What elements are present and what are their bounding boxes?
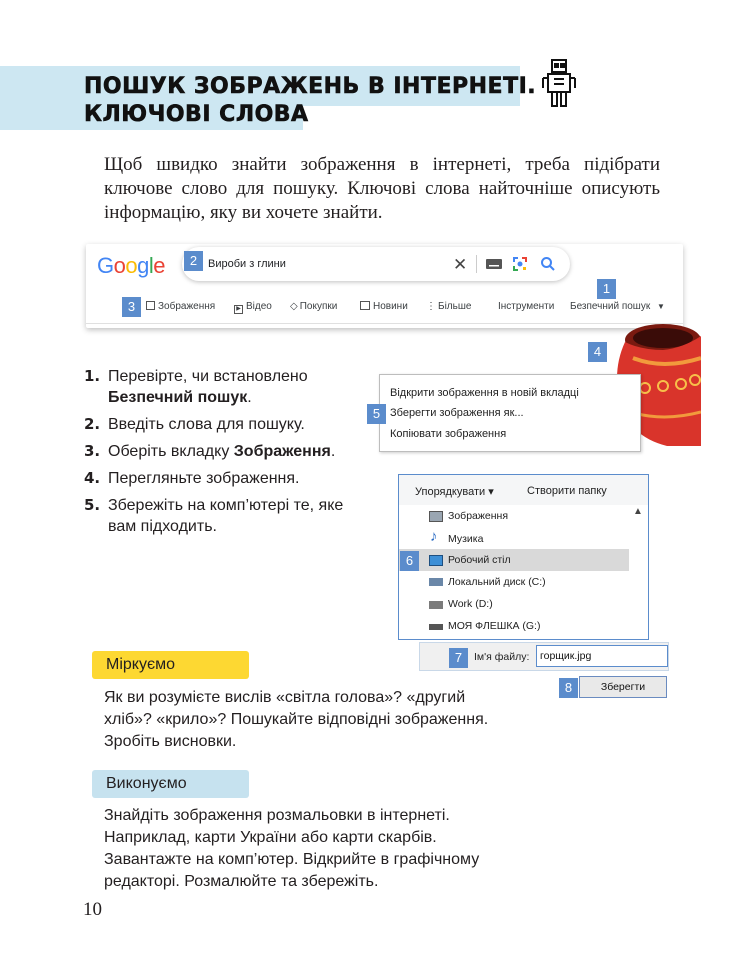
tools-button[interactable]: Інструменти [498, 301, 555, 312]
step-number: 2. [84, 415, 101, 433]
google-logo-letter: l [148, 253, 154, 278]
marker-7: 7 [449, 648, 468, 668]
drive-icon [429, 601, 443, 609]
page-title-line-1: ПОШУК ЗОБРАЖЕНЬ В ІНТЕРНЕТІ. [84, 74, 537, 99]
marker-4: 4 [588, 342, 607, 362]
more-icon: ⋮ [426, 301, 436, 312]
menu-item-save-as[interactable]: Зберегти зображення як... [390, 407, 524, 419]
do-line: Завантажте на комп’ютер. Відкрийте в графічному [104, 851, 480, 868]
step-text: Введіть слова для пошуку. [108, 416, 305, 433]
tab-images[interactable] [146, 301, 215, 312]
think-text [104, 687, 488, 753]
step-text: Оберіть вкладку [108, 443, 234, 460]
list-item [84, 414, 356, 435]
list-item [84, 468, 356, 489]
usb-drive-icon [429, 624, 443, 630]
google-logo-letter: o [113, 253, 126, 278]
step-number: 3. [84, 442, 101, 460]
do-line: Знайдіть зображення розмальовки в інтернеті. [104, 807, 450, 824]
list-item [84, 441, 356, 462]
google-logo-letter: o [125, 253, 138, 278]
menu-item-open-new-tab[interactable]: Відкрити зображення в новій вкладці [390, 387, 579, 399]
marker-2: 2 [184, 251, 203, 271]
step-text: Перегляньте зображення. [108, 470, 300, 487]
tab-shopping-label: Покупки [299, 301, 338, 312]
close-icon[interactable]: ✕ [453, 255, 468, 274]
save-button[interactable]: Зберегти [579, 676, 667, 698]
section-label-think: Міркуємо [92, 651, 249, 679]
search-input[interactable]: Вироби з глини [208, 258, 286, 270]
step-number: 1. [84, 367, 101, 385]
think-line: хліб»? «крило»? Пошукайте відповідні зображення. [104, 711, 489, 728]
camera-lens-icon[interactable] [512, 256, 528, 272]
folder-item-desktop[interactable]: Робочий стіл [448, 554, 511, 566]
disk-icon [429, 578, 443, 586]
tab-images-label: Зображення [158, 301, 216, 312]
list-item [84, 495, 356, 537]
step-text: Перевірте, чи встановлено [108, 368, 308, 385]
menu-item-copy[interactable]: Копіювати зображення [390, 428, 507, 440]
step-text: Збережіть на комп’ютері те, яке вам підходить. [108, 497, 344, 535]
news-icon [360, 301, 370, 310]
page-number: 10 [83, 899, 102, 920]
step-tail: . [247, 389, 252, 406]
tab-shopping[interactable] [290, 301, 337, 312]
google-logo-letter: G [97, 253, 114, 278]
filename-input[interactable]: горщик.jpg [536, 645, 668, 667]
new-folder-button[interactable]: Створити папку [527, 485, 607, 497]
folder-item-pictures[interactable]: Зображення [448, 510, 509, 522]
safesearch-button[interactable] [570, 301, 665, 312]
tab-news-label: Новини [373, 301, 408, 312]
step-bold: Безпечний пошук [108, 389, 248, 406]
tab-more-label: Більше [438, 301, 472, 312]
marker-8: 8 [559, 678, 578, 698]
step-number: 5. [84, 496, 101, 514]
do-text [104, 805, 479, 893]
pictures-folder-icon [429, 511, 443, 522]
scrollbar[interactable] [629, 506, 648, 639]
tag-icon: ◇ [290, 301, 298, 312]
do-line: редакторі. Розмалюйте та збережіть. [104, 873, 379, 890]
steps-list [84, 366, 356, 543]
image-icon [146, 301, 155, 310]
google-logo [97, 253, 165, 279]
chevron-down-icon: ▼ [656, 302, 665, 311]
think-line: Зробіть висновки. [104, 733, 237, 750]
marker-1: 1 [597, 279, 616, 299]
step-number: 4. [84, 469, 101, 487]
safesearch-label: Безпечний пошук [570, 301, 651, 312]
play-icon: ▶ [234, 305, 243, 314]
keyboard-icon[interactable] [486, 258, 502, 270]
section-label-do: Виконуємо [92, 770, 249, 798]
tab-video-label: Відео [246, 301, 272, 312]
search-icon[interactable] [540, 256, 556, 272]
marker-6: 6 [400, 551, 419, 571]
google-logo-letter: g [137, 253, 149, 278]
folder-item-work-d[interactable]: Work (D:) [448, 598, 493, 610]
filename-label: Ім'я файлу: [474, 651, 530, 663]
robot-icon [542, 58, 576, 110]
think-line: Як ви розумієте вислів «світла голова»? «другий [104, 689, 466, 706]
folder-item-music[interactable]: Музика [448, 533, 484, 545]
marker-3: 3 [122, 297, 141, 317]
page-title-line-2: КЛЮЧОВІ СЛОВА [84, 102, 309, 127]
google-logo-letter: e [153, 253, 166, 278]
do-line: Наприклад, карти України або карти скарбів. [104, 829, 437, 846]
step-bold: Зображення [233, 443, 331, 460]
tab-news[interactable] [360, 301, 408, 312]
step-tail: . [330, 443, 336, 460]
search-divider [476, 255, 477, 273]
tab-more[interactable] [426, 301, 471, 312]
marker-5: 5 [367, 404, 386, 424]
organize-button[interactable]: Упорядкувати ▾ [415, 486, 494, 498]
intro-paragraph: Щоб швидко знайти зображення в інтернеті, треба підібрати ключове слово для пошуку. Ключові слова найточніше описують інформацію, яку ви хочете знайти. [104, 154, 660, 223]
list-item [84, 366, 356, 408]
tab-video[interactable] [234, 301, 272, 314]
folder-item-disk-c[interactable]: Локальний диск (C:) [448, 576, 546, 588]
scroll-up-icon[interactable]: ▲ [633, 506, 643, 517]
folder-item-flash-g[interactable]: МОЯ ФЛЕШКА (G:) [448, 620, 541, 632]
desktop-icon [429, 555, 443, 566]
music-icon: ♪ [430, 528, 438, 545]
